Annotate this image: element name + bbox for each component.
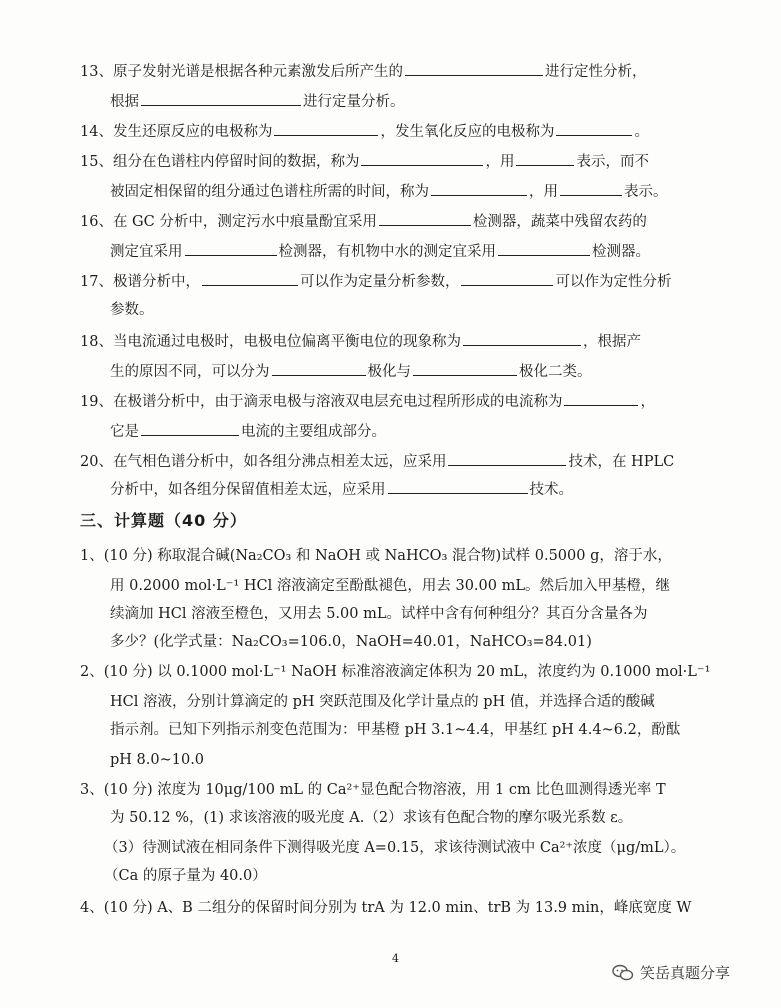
calc-1-line-1: 1、(10 分) 称取混合碱(Na₂CO₃ 和 NaOH 或 NaHCO₃ 混合物)试样 0.5000 g，溶于水， bbox=[80, 548, 672, 564]
question-16-line-2: 测定宜采用 检测器，有机物中水的测定宜采用 检测器。 bbox=[110, 240, 650, 262]
answer-blank[interactable] bbox=[498, 240, 590, 256]
answer-blank[interactable] bbox=[564, 390, 638, 406]
answer-blank[interactable] bbox=[516, 150, 574, 166]
answer-blank[interactable] bbox=[405, 60, 543, 76]
answer-blank[interactable] bbox=[463, 330, 581, 346]
question-14: 14、发生还原反应的电极称为 ，发生氧化反应的电极称为 。 bbox=[80, 120, 649, 142]
question-13-line-2: 根据 进行定量分析。 bbox=[110, 90, 405, 112]
calc-2-line-4: pH 8.0~10.0 bbox=[110, 752, 205, 768]
question-13-line-1: 13、原子发射光谱是根据各种元素激发后所产生的 进行定性分析， bbox=[80, 60, 646, 82]
answer-blank[interactable] bbox=[361, 150, 483, 166]
watermark bbox=[612, 962, 730, 983]
question-15-line-2: 被固定相保留的组分通过色谱柱所需的时间，称为 ，用 表示。 bbox=[110, 180, 668, 202]
page-number: 4 bbox=[392, 952, 399, 965]
calc-2-line-2: HCl 溶液，分别计算滴定的 pH 突跃范围及化学计量点的 pH 值，并选择合适的酸碱 bbox=[110, 694, 655, 710]
answer-blank[interactable] bbox=[388, 478, 528, 494]
question-20-line-2: 分析中，如各组分保留值相差太远，应采用 技术。 bbox=[110, 478, 573, 500]
question-17-line-2: 参数。 bbox=[110, 302, 154, 318]
question-19-line-1: 19、在极谱分析中，由于滴汞电极与溶液双电层充电过程所形成的电流称为 ， bbox=[80, 390, 655, 412]
answer-blank[interactable] bbox=[274, 120, 378, 136]
chat-bubble-icon bbox=[612, 964, 634, 982]
calc-2-line-1: 2、(10 分) 以 0.1000 mol·L⁻¹ NaOH 标准溶液滴定体积为 20 mL，浓度约为 0.1000 mol·L⁻¹ bbox=[80, 664, 711, 680]
calc-1-line-2: 用 0.2000 mol·L⁻¹ HCl 溶液滴定至酚酞褪色，用去 30.00 mL。然后加入甲基橙，继 bbox=[110, 578, 670, 594]
question-19-line-2: 它是 电流的主要组成部分。 bbox=[110, 420, 386, 442]
answer-blank[interactable] bbox=[185, 240, 277, 256]
answer-blank[interactable] bbox=[560, 180, 622, 196]
question-20-line-1: 20、在气相色谱分析中，如各组分沸点相差太远，应采用 技术，在 HPLC bbox=[80, 450, 674, 472]
answer-blank[interactable] bbox=[448, 450, 566, 466]
answer-blank[interactable] bbox=[431, 180, 527, 196]
calc-2-line-3: 指示剂。已知下列指示剂变色范围为：甲基橙 pH 3.1~4.4，甲基红 pH 4.4~6.2，酚酞 bbox=[110, 722, 681, 738]
calc-4-line-1: 4、(10 分) A、B 二组分的保留时间分别为 trA 为 12.0 min、trB 为 13.9 min，峰底宽度 W bbox=[80, 900, 692, 916]
calc-3-line-2: 为 50.12 %，(1) 求该溶液的吸光度 A.（2）求该有色配合物的摩尔吸光系数 ε。 bbox=[110, 810, 633, 826]
answer-blank[interactable] bbox=[461, 270, 553, 286]
question-17-line-1: 17、极谱分析中， 可以作为定量分析参数， 可以作为定性分析 bbox=[80, 270, 671, 292]
calc-3-line-3: （3）待测试液在相同条件下测得吸光度 A=0.15，求该待测试液中 Ca²⁺浓度（μg/mL）。 bbox=[104, 840, 686, 856]
answer-blank[interactable] bbox=[202, 270, 298, 286]
question-16-line-1: 16、在 GC 分析中，测定污水中痕量酚宜采用 检测器，蔬菜中残留农药的 bbox=[80, 210, 647, 232]
question-18-line-1: 18、当电流通过电极时，电极电位偏离平衡电位的现象称为 ，根据产 bbox=[80, 330, 641, 352]
calc-1-line-4: 多少？(化学式量：Na₂CO₃=106.0，NaOH=40.01，NaHCO₃=84.01) bbox=[110, 634, 592, 650]
calc-1-line-3: 续滴加 HCl 溶液至橙色，又用去 5.00 mL。试样中含有何种组分？其百分含量各为 bbox=[110, 606, 648, 622]
question-18-line-2: 生的原因不同，可以分为 极化与 极化二类。 bbox=[110, 360, 592, 382]
calc-3-line-4: （Ca 的原子量为 40.0） bbox=[104, 868, 267, 884]
answer-blank[interactable] bbox=[379, 210, 471, 226]
section-title: 三、计算题（40 分） bbox=[80, 511, 247, 530]
question-15-line-1: 15、组分在色谱柱内停留时间的数据，称为 ，用 表示，而不 bbox=[80, 150, 649, 172]
answer-blank[interactable] bbox=[413, 360, 517, 376]
answer-blank[interactable] bbox=[272, 360, 366, 376]
calc-3-line-1: 3、(10 分) 浓度为 10μg/100 mL 的 Ca²⁺显色配合物溶液，用 1 cm 比色皿测得透光率 T bbox=[80, 782, 666, 798]
answer-blank[interactable] bbox=[556, 120, 632, 136]
watermark-text: 笑岳真题分享 bbox=[640, 964, 731, 982]
answer-blank[interactable] bbox=[141, 420, 239, 436]
answer-blank[interactable] bbox=[141, 90, 301, 106]
